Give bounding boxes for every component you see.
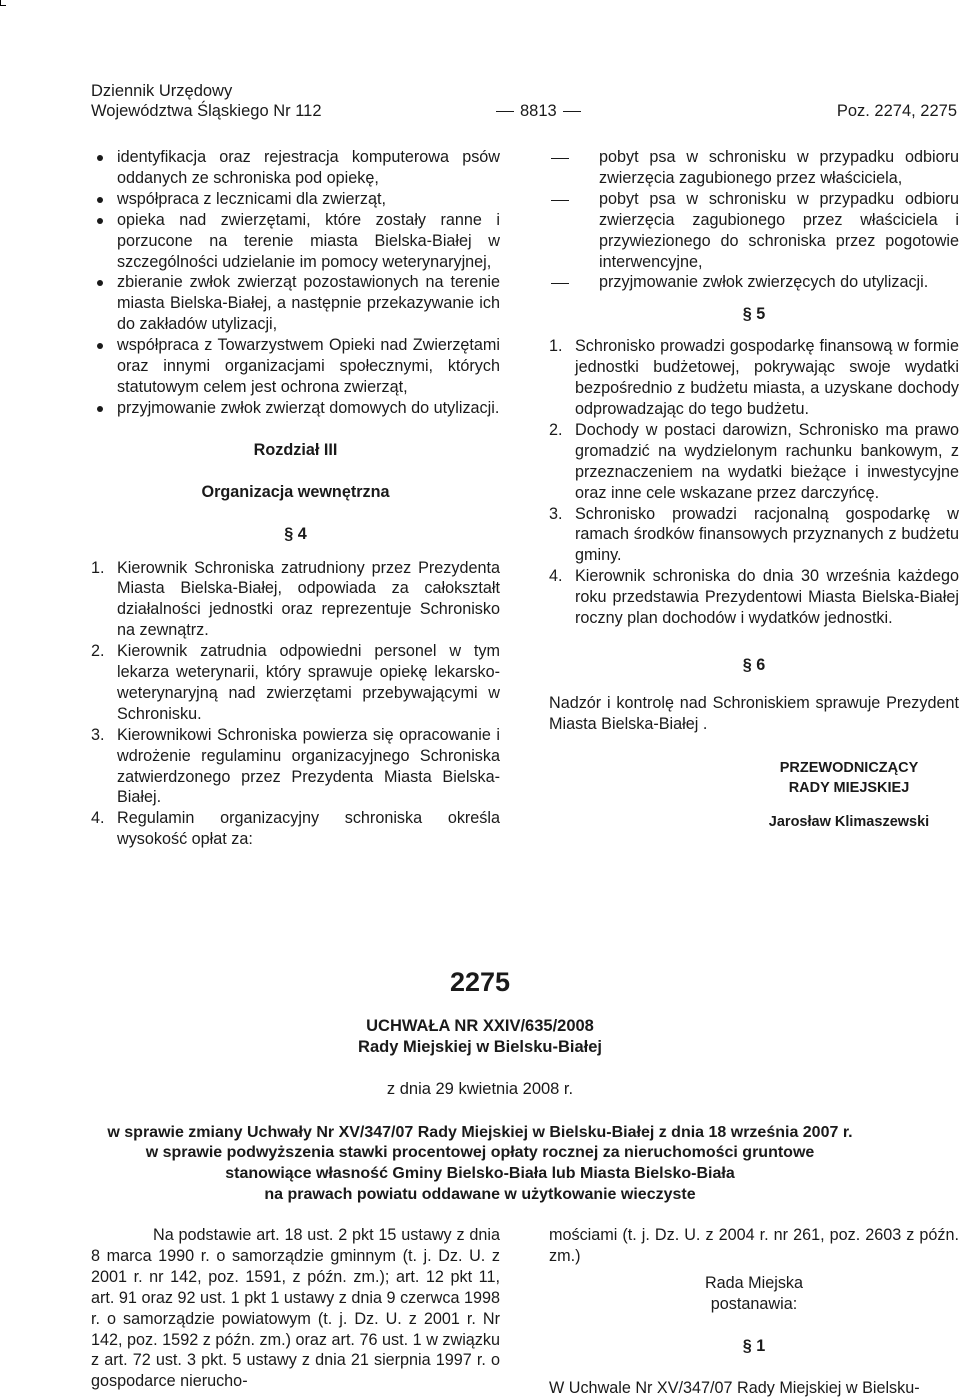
act-left-column [91,1225,500,1392]
point-number: 1. [549,337,563,356]
chapter-heading: Rozdział III [253,440,338,459]
point-text: Kierownik zatrudnia odpowiedni personel w tym lekarza weterynarii, który sprawuje opiekę lekarsko-weterynaryjną nad zwierzętami przebywającymi w Schronisku. [117,642,500,723]
point-number: 3. [91,725,105,744]
bullet-item: zbieranie zwłok zwierząt pozostawionych na terenie miasta Bielska-Białej, a następnie przekazywanie ich do zakładów utylizacji, [91,272,500,335]
act-right-column [549,1225,959,1398]
point-number: 2. [549,420,563,439]
point-number: 4. [549,567,563,586]
journal-header [91,81,322,121]
act-number: 2275 [449,967,511,997]
point-number: 4. [91,809,105,828]
point-text: Kierownikowi Schroniska powierza się opracowanie i wdrożenie regulaminu organizacyjnego Schroniska zatwierdzonego przez Prezydenta Miasta Bielska-Białej. [117,725,500,807]
bullet-item: współpraca z lecznicami dla zwierząt, [91,189,500,210]
point-text: Schronisko prowadzi racjonalną gospodarkę w ramach środków finansowych przyznanych z budżetu gminy. [575,504,959,565]
act-subject-2: w sprawie podwyższenia stawki procentowej opłaty rocznej za nieruchomości gruntowe [145,1144,815,1161]
act-title: UCHWAŁA NR XXIV/635/2008 [366,1017,594,1035]
numbered-point [549,420,959,504]
numbered-point [549,566,959,629]
legal-basis-continued: mościami (t. j. Dz. U. z 2004 r. nr 261, poz. 2603 z późn. zm.) [549,1226,959,1265]
position-ref: Poz. 2274, 2275 [836,102,957,120]
point-text: Schronisko prowadzi gospodarkę finansową w formie jednostki budżetowej, pokrywając swoje wydatki bezpośrednio z budżetu miasta, a uzyskane dochody odprowadzając do tego budżetu. [575,337,959,418]
section-4-heading: § 4 [284,524,307,543]
dash-item: pobyt psa w schronisku w przypadku odbioru zwierzęcia zagubionego przez właściciela i przywiezionego do schroniska przez pogotowie interwencyjne, [549,189,959,273]
section-6-heading: § 6 [742,655,766,674]
section-6-text: Nadzór i kontrolę nad Schroniskiem sprawuje Prezydent Miasta Bielska-Białej . [549,693,959,733]
numbered-point [549,336,959,420]
signature-block [739,758,959,832]
point-number: 1. [91,558,105,577]
resolves-text: postanawia: [710,1294,798,1313]
journal-issue: Województwa Śląskiego Nr 112 [91,102,322,120]
act-subject-4: na prawach powiatu oddawane w użytkowanie wieczyste [264,1186,696,1203]
numbered-point [91,641,500,725]
dash-item: przyjmowanie zwłok zwierzęcych do utylizacji. [549,272,959,293]
point-number: 2. [91,642,105,661]
point-text: Kierownik Schroniska zatrudniony przez Prezydenta Miasta Bielska-Białej, odpowiada za całokształt działalności jednostki oraz reprezentuje Schronisko na zewnątrz. [117,558,500,640]
act-issuer: Rady Miejskiej w Bielsku-Białej [358,1038,602,1056]
journal-title: Dziennik Urzędowy [91,82,233,100]
right-column [549,147,959,832]
point-text: Regulamin organizacyjny schroniska określa wysokość opłat za: [117,809,500,849]
section-1-text: W Uchwale Nr XV/347/07 Rady Miejskiej w Bielsku- [549,1378,920,1397]
act-date: z dnia 29 kwietnia 2008 r. [386,1080,574,1098]
numbered-point [91,558,500,642]
numbered-point [91,808,500,850]
council-name: Rada Miejska [704,1273,804,1292]
bullet-item: identyfikacja oraz rejestracja komputerowa psów oddanych ze schroniska pod opiekę, [91,147,500,189]
point-number: 3. [549,504,563,523]
point-text: Dochody w postaci darowizn, Schronisko ma prawo gromadzić na wydzielonym rachunku bankowym, z przeznaczeniem na wydatki bieżące i inwestycyjne oraz inne cele wskazane przez darczyńcę. [575,420,959,502]
section-1-heading: § 1 [742,1336,766,1355]
numbered-point [91,725,500,809]
act-subject-1: w sprawie zmiany Uchwały Nr XV/347/07 Rady Miejskiej w Bielsku-Białej z dnia 18 września 2007 r. [107,1124,853,1141]
legal-basis: Na podstawie art. 18 ust. 2 pkt 15 ustawy z dnia 8 marca 1990 r. o samorządzie gminnym (t. j. Dz. U. z 2001 r. nr 142, poz. 1591, z późn. zm.); art. 12 pkt 11, art. 91 oraz 92 ust. 1 pkt 1 ustawy z dnia 9 czerwca 1998 r. o samorządzie powiatowym (t. j. Dz. U. z 2001 r. Nr 142, poz. 1592 z późn. zm.) oraz art. 76 ust. 1 w związku z art. 72 ust. 3 pkt. 5 ustawy z dnia 21 sierpnia 1997 r. o gospodarce nierucho- [91,1226,500,1391]
bullet-item: współpraca z Towarzystwem Opieki nad Zwierzętami oraz innymi organizacjami społecznymi, których statutowym celem jest ochrona zwierząt, [91,335,500,398]
dash-item: pobyt psa w schronisku w przypadku odbioru zwierzęcia zagubionego przez właściciela, [549,147,959,189]
dash-right [563,111,581,112]
section-5-heading: § 5 [742,305,766,324]
page-corner-mark [0,0,6,6]
bullet-item: opieka nad zwierzętami, które zostały ranne i porzucone na terenie miasta Bielska-Białej w szczególności udzielanie im pomocy weterynaryjnej, [91,210,500,273]
numbered-point [549,504,959,567]
point-text: Kierownik schroniska do dnia 30 września każdego roku przedstawia Prezydentowi Miasta Bielska-Białej roczny plan dochodów i wydatków jednostki. [575,567,959,628]
signature-title-2: RADY MIEJSKIEJ [788,779,910,796]
page-number-value: 8813 [520,102,557,120]
chapter-title: Organizacja wewnętrzna [201,482,390,501]
signature-title: PRZEWODNICZĄCY [779,759,919,776]
act-subject-3: stanowiące własność Gminy Bielsko-Biała lub Miasta Bielsko-Biała [225,1165,735,1182]
page-number [490,101,587,121]
dash-left [496,111,514,112]
bullet-item: przyjmowanie zwłok zwierząt domowych do utylizacji. [91,398,500,419]
signatory-name: Jarosław Klimaszewski [768,813,930,830]
left-column [91,147,500,850]
